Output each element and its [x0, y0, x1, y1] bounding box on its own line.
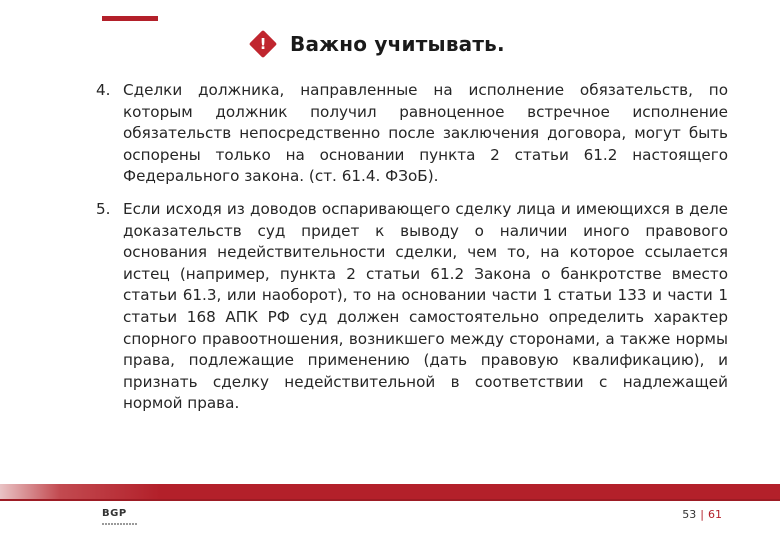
- logo-text: BGP: [102, 508, 127, 519]
- page-separator: |: [700, 508, 704, 521]
- item-number: 5.: [96, 199, 111, 218]
- total-pages: 61: [708, 508, 722, 521]
- slide-heading: [248, 28, 505, 60]
- item-text: Если исходя из доводов оспаривающего сделку лица и имеющихся в деле доказательств суд придет к выводу о наличии иного правового основания недействительности сделки, чем то, на которое ссылается истец (например, пункта 2 статьи 61.2 Закона о банкротстве вместо статьи 61.3, или наоборот), то на основании части 1 статьи 133 и части 1 статьи 168 АПК РФ суд должен самостоятельно определить характер спорного правоотношения, возникшего между сторонами, а также нормы права, подлежащие применению (дать правовую квалификацию), и признать сделку недействительной в соответствии с надлежащей нормой права.: [123, 199, 728, 413]
- heading-text: Важно учитывать.: [290, 32, 505, 56]
- logo-tagline: [102, 523, 138, 525]
- footer-band: [0, 484, 780, 501]
- accent-bar: [102, 16, 158, 21]
- item-number: 4.: [96, 81, 111, 99]
- page-number: [682, 508, 722, 521]
- list-item: [96, 199, 728, 415]
- warning-diamond-icon: !: [248, 29, 278, 59]
- list-item: [96, 80, 728, 188]
- company-logo: [102, 508, 142, 528]
- item-text: Сделки должника, направленные на исполнение обязательств, по которым должник получил равноценное встречное исполнение обязательств непосредственно после заключения договора, могут быть оспорены только на основании пункта 2 статьи 61.2 настоящего Федерального закона. (ст. 61.4. ФЗоБ).: [123, 81, 728, 186]
- numbered-list: [96, 80, 728, 415]
- current-page: 53: [682, 508, 697, 521]
